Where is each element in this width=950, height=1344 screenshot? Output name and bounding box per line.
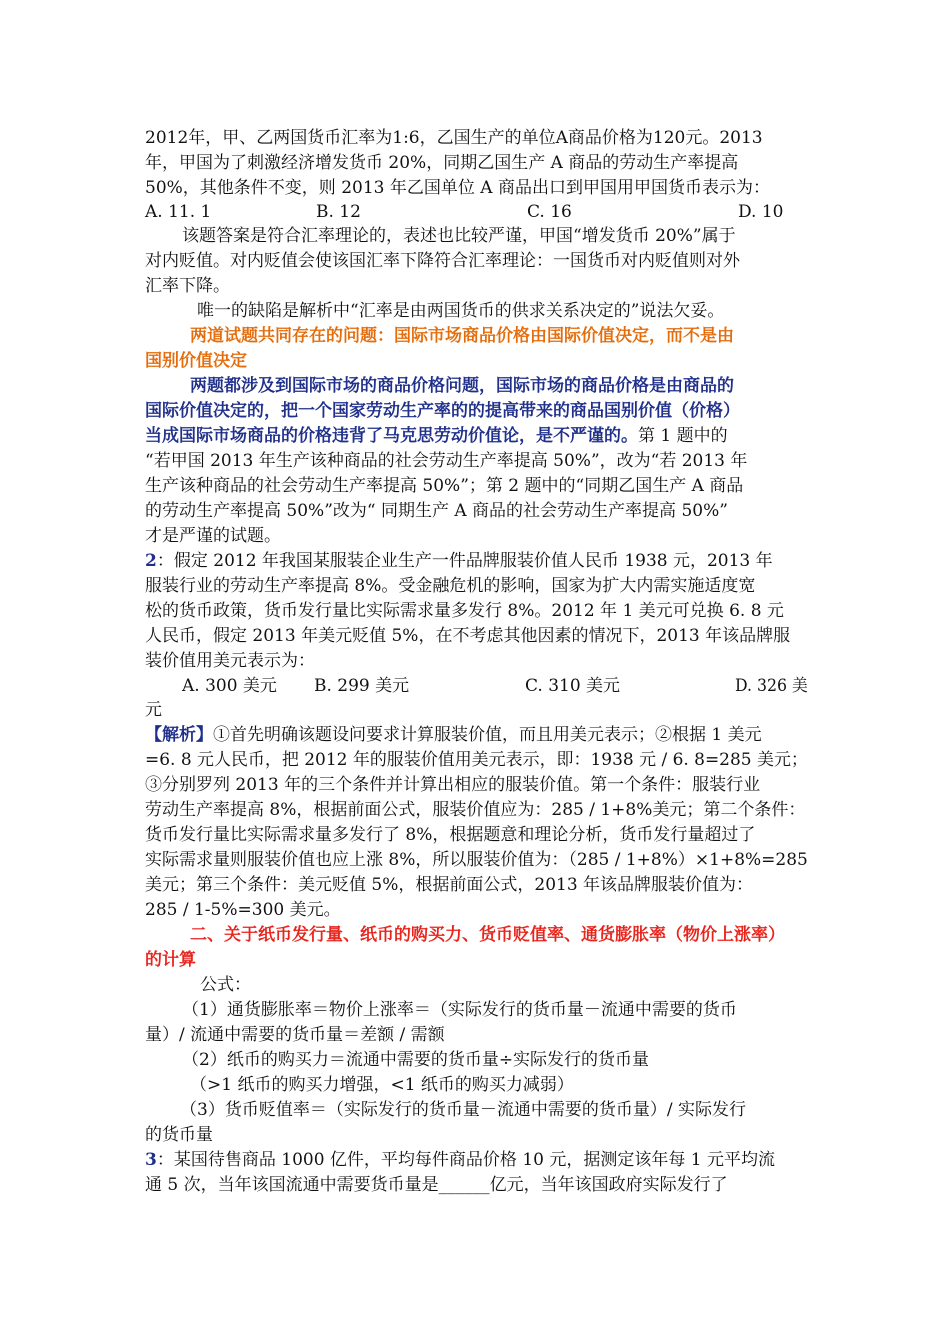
q1-line-3: 50%，其他条件不变，则 2013 年乙国单位 A 商品出口到甲国用甲国货币表示为： xyxy=(145,178,770,198)
section2-heading-line-1: 二、关于纸币发行量、纸币的购买力、货币贬值率、通货膨胀率（物价上涨率） xyxy=(190,925,785,945)
q1-option-a: A. 11. 1 xyxy=(145,202,212,222)
q3-line-2: 通 5 次，当年该国流通中需要货币量是______亿元，当年该国政府实际发行了 xyxy=(145,1175,728,1195)
q2-first-line: ：假定 2012 年我国某服装企业生产一件品牌服装价值人民币 1938 元，2013 年 xyxy=(156,551,773,571)
common-issue-bold-line-2: 国际价值决定的，把一个国家劳动生产率的的提高带来的商品国别价值（价格） xyxy=(145,401,740,421)
q3-line-1 xyxy=(145,1148,775,1172)
q2-line-5: 装价值用美元表示为： xyxy=(145,651,315,671)
q1-line-2: 年，甲国为了刺激经济增发货币 20%，同期乙国生产 A 商品的劳动生产率提高 xyxy=(145,153,739,173)
q2-line-4: 人民币，假定 2013 年美元贬值 5%，在不考虑其他因素的情况下，2013 年该品牌服 xyxy=(145,626,791,646)
q2-option-a: A. 300 美元 xyxy=(182,676,277,696)
q2-number: 2 xyxy=(145,551,157,571)
q2-analysis-line-5: 货币发行量比实际需求量多发行了 8%，根据题意和理论分析，货币发行量超过了 xyxy=(145,825,756,845)
formula-3-line-2: 的货币量 xyxy=(145,1125,213,1145)
formula-label: 公式： xyxy=(200,975,251,995)
common-issue-heading-line-1: 两道试题共同存在的问题：国际市场商品价格由国际价值决定，而不是由 xyxy=(190,326,734,346)
common-issue-line-5: 生产该种商品的社会劳动生产率提高 50%”；第 2 题中的“同期乙国生产 A 商品 xyxy=(145,476,744,496)
common-issue-bold-line-1: 两题都涉及到国际市场的商品价格问题，国际市场的商品价格是由商品的 xyxy=(190,376,734,396)
q2-analysis-line-6: 实际需求量则服装价值也应上涨 8%，所以服装价值为：（285 / 1+8%）×1+8%=285 xyxy=(145,850,808,870)
q2-analysis-line-3: ③分别罗列 2013 年的三个条件并计算出相应的服装价值。第一个条件：服装行业 xyxy=(145,775,761,795)
common-issue-line-7: 才是严谨的试题。 xyxy=(145,526,281,546)
q3-first-line: ：某国待售商品 1000 亿件，平均每件商品价格 10 元，据测定该年每 1 元平均流 xyxy=(156,1150,775,1170)
common-issue-heading-line-2: 国别价值决定 xyxy=(145,351,247,371)
common-issue-line-4: “若甲国 2013 年生产该种商品的社会劳动生产率提高 50%”，改为“若 2013 年 xyxy=(145,451,748,471)
q2-line-2: 服装行业的劳动生产率提高 8%。受金融危机的影响，国家为扩大内需实施适度宽 xyxy=(145,576,756,596)
formula-1-line-2: 量）/ 流通中需要的货币量＝差额 / 需额 xyxy=(145,1025,445,1045)
common-issue-bold-text: 当成国际市场商品的价格违背了马克思劳动价值论，是不严谨的。 xyxy=(145,426,638,446)
q2-analysis-line-2: =6. 8 元人民币，把 2012 年的服装价值用美元表示，即：1938 元 / 6. 8=285 美元； xyxy=(145,750,808,770)
q2-analysis-line-4: 劳动生产率提高 8%，根据前面公式，服装价值应为：285 / 1+8%美元；第二个条件： xyxy=(145,800,806,820)
formula-1-line-1: （1）通货膨胀率＝物价上涨率＝（实际发行的货币量－流通中需要的货币 xyxy=(182,1000,737,1020)
q1-comment-line-1: 该题答案是符合汇率理论的，表述也比较严谨，甲国“增发货币 20%”属于 xyxy=(182,226,736,246)
q1-option-d: D. 10 xyxy=(738,202,784,222)
q2-option-c: C. 310 美元 xyxy=(525,676,621,696)
q1-comment-line-3: 汇率下降。 xyxy=(145,276,230,296)
formula-2-note: （>1 纸币的购买力增强，<1 纸币的购买力减弱） xyxy=(190,1075,574,1095)
q2-analysis-line-8: 285 / 1-5%=300 美元。 xyxy=(145,900,341,920)
q2-line-3: 松的货币政策，货币发行量比实际需求量多发行 8%。2012 年 1 美元可兑换 6. 8 元 xyxy=(145,601,784,621)
q1-option-b: B. 12 xyxy=(316,202,361,222)
q2-line-1 xyxy=(145,549,773,573)
q1-option-c: C. 16 xyxy=(527,202,572,222)
q3-number: 3 xyxy=(145,1150,157,1170)
q1-flaw-note: 唯一的缺陷是解析中“汇率是由两国货币的供求关系决定的”说法欠妥。 xyxy=(197,301,725,321)
q2-analysis-first: ①首先明确该题设问要求计算服装价值，而且用美元表示；②根据 1 美元 xyxy=(213,725,762,745)
common-issue-line-6: 的劳动生产率提高 50%”改为“ 同期生产 A 商品的社会劳动生产率提高 50%” xyxy=(145,501,728,521)
formula-2: （2）纸币的购买力＝流通中需要的货币量÷实际发行的货币量 xyxy=(182,1050,650,1070)
common-issue-bold-line-3 xyxy=(145,424,728,448)
q2-analysis-label: 【解析】 xyxy=(145,725,213,745)
q1-line-1: 2012年，甲、乙两国货币汇率为1:6，乙国生产的单位A商品价格为120元。2013 xyxy=(145,128,763,148)
section2-heading-line-2: 的计算 xyxy=(145,950,196,970)
q2-option-b: B. 299 美元 xyxy=(314,676,410,696)
q2-analysis-line-7: 美元；第三个条件：美元贬值 5%，根据前面公式，2013 年该品牌服装价值为： xyxy=(145,875,754,895)
q2-option-d: D. 326 美 xyxy=(735,676,808,696)
q2-option-d-wrap: 元 xyxy=(145,700,162,720)
common-issue-continuation: 第 1 题中的 xyxy=(638,426,728,446)
formula-3-line-1: （3）货币贬值率＝（实际发行的货币量－流通中需要的货币量）/ 实际发行 xyxy=(180,1100,746,1120)
q1-comment-line-2: 对内贬值。对内贬值会使该国汇率下降符合汇率理论：一国货币对内贬值则对外 xyxy=(145,251,740,271)
q2-analysis-line-1 xyxy=(145,723,762,747)
